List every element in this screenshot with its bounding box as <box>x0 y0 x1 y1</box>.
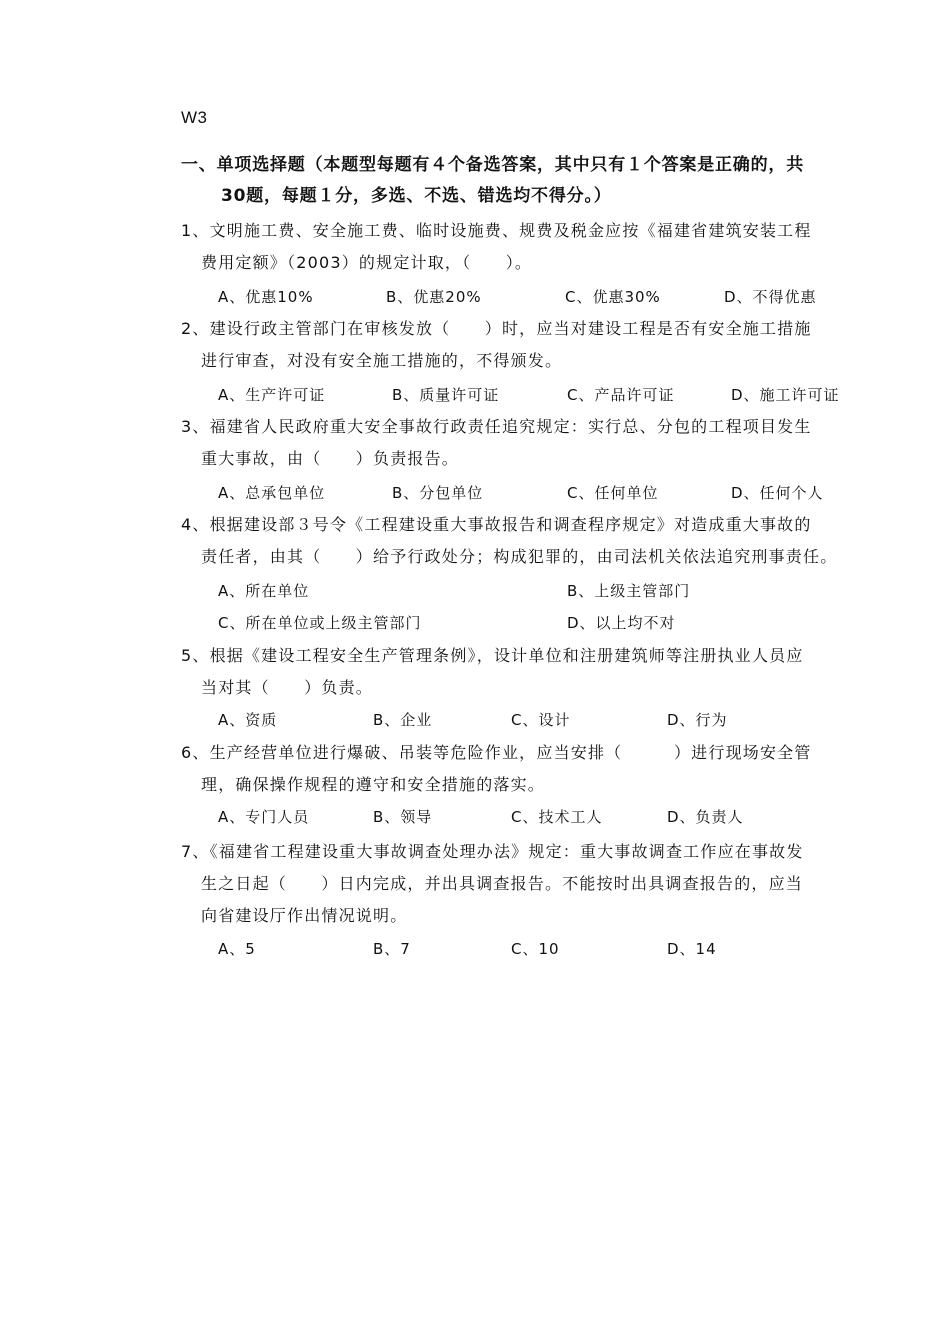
question-line: 3、福建省人民政府重大安全事故行政责任追究规定：实行总、分包的工程项目发生 <box>181 417 812 436</box>
option-c: C、技术工人 <box>511 808 603 826</box>
option-c: C、所在单位或上级主管部门 <box>218 614 422 632</box>
question-line: 1、文明施工费、安全施工费、临时设施费、规费及税金应按《福建省建筑安装工程 <box>181 221 812 240</box>
option-a: A、总承包单位 <box>218 484 326 502</box>
question-line: 进行审查，对没有安全施工措施的，不得颁发。 <box>201 351 563 370</box>
question-4-options-row-1 <box>218 575 878 607</box>
question-3-options <box>218 477 878 509</box>
question-line: 生之日起（ ）日内完成，并出具调查报告。不能按时出具调查报告的，应当 <box>201 874 804 893</box>
question-1-text <box>181 215 871 279</box>
option-a: A、所在单位 <box>218 582 310 600</box>
question-line: 2、建设行政主管部门在审核发放（ ）时，应当对建设工程是否有安全施工措施 <box>181 319 812 338</box>
option-a: A、专门人员 <box>218 808 310 826</box>
option-d: D、以上均不对 <box>567 614 676 632</box>
option-a: A、生产许可证 <box>218 386 326 404</box>
option-c: C、任何单位 <box>567 484 659 502</box>
option-c: C、10 <box>511 940 560 958</box>
question-line: 4、根据建设部３号令《工程建设重大事故报告和调查程序规定》对造成重大事故的 <box>181 515 812 534</box>
question-2-text <box>181 313 871 377</box>
question-1-options <box>218 281 878 313</box>
option-d: D、行为 <box>667 711 728 729</box>
question-7-options <box>218 933 878 965</box>
question-6-text <box>181 737 871 801</box>
question-line: 7、《福建省工程建设重大事故调查处理办法》规定：重大事故调查工作应在事故发 <box>181 842 804 861</box>
question-5-text <box>181 640 871 704</box>
section-heading <box>181 150 871 212</box>
option-d: D、任何个人 <box>731 484 824 502</box>
option-a: A、优惠10% <box>218 288 314 306</box>
question-line: 当对其（ ）负责。 <box>201 678 374 697</box>
question-line: 5、根据《建设工程安全生产管理条例》，设计单位和注册建筑师等注册执业人员应 <box>181 646 804 665</box>
option-c: C、优惠30% <box>565 288 661 306</box>
question-line: 向省建设厅作出情况说明。 <box>201 906 408 925</box>
option-d: D、施工许可证 <box>731 386 840 404</box>
option-b: B、质量许可证 <box>392 386 500 404</box>
question-line: 6、生产经营单位进行爆破、吊装等危险作业，应当安排（ ）进行现场安全管 <box>181 743 812 762</box>
question-2-options <box>218 379 878 411</box>
section-heading-line-1: 一、单项选择题（本题型每题有４个备选答案，其中只有１个答案是正确的，共 <box>181 155 804 175</box>
option-b: B、企业 <box>373 711 433 729</box>
question-line: 理，确保操作规程的遵守和安全措施的落实。 <box>201 775 546 794</box>
option-d: D、不得优惠 <box>724 288 817 306</box>
option-d: D、14 <box>667 940 717 958</box>
question-line: 重大事故，由（ ）负责报告。 <box>201 449 460 468</box>
option-b: B、7 <box>373 940 411 958</box>
question-7-text <box>181 836 871 932</box>
question-4-options-row-2 <box>218 607 878 639</box>
section-heading-line-2: 30题，每题１分，多选、不选、错选均不得分。） <box>221 186 612 206</box>
question-6-options <box>218 801 878 833</box>
option-a: A、5 <box>218 940 256 958</box>
question-line: 费用定额》（2003）的规定计取，（ ）。 <box>201 253 533 272</box>
question-3-text <box>181 411 871 475</box>
question-4-text <box>181 509 871 573</box>
option-b: B、上级主管部门 <box>567 582 691 600</box>
option-c: C、产品许可证 <box>567 386 675 404</box>
option-c: C、设计 <box>511 711 571 729</box>
question-line: 责任者，由其（ ）给予行政处分；构成犯罪的，由司法机关依法追究刑事责任。 <box>201 547 838 566</box>
document-code: W3 <box>181 108 208 127</box>
option-a: A、资质 <box>218 711 278 729</box>
option-b: B、领导 <box>373 808 433 826</box>
option-b: B、优惠20% <box>386 288 482 306</box>
option-d: D、负责人 <box>667 808 744 826</box>
question-5-options <box>218 704 878 736</box>
option-b: B、分包单位 <box>392 484 484 502</box>
